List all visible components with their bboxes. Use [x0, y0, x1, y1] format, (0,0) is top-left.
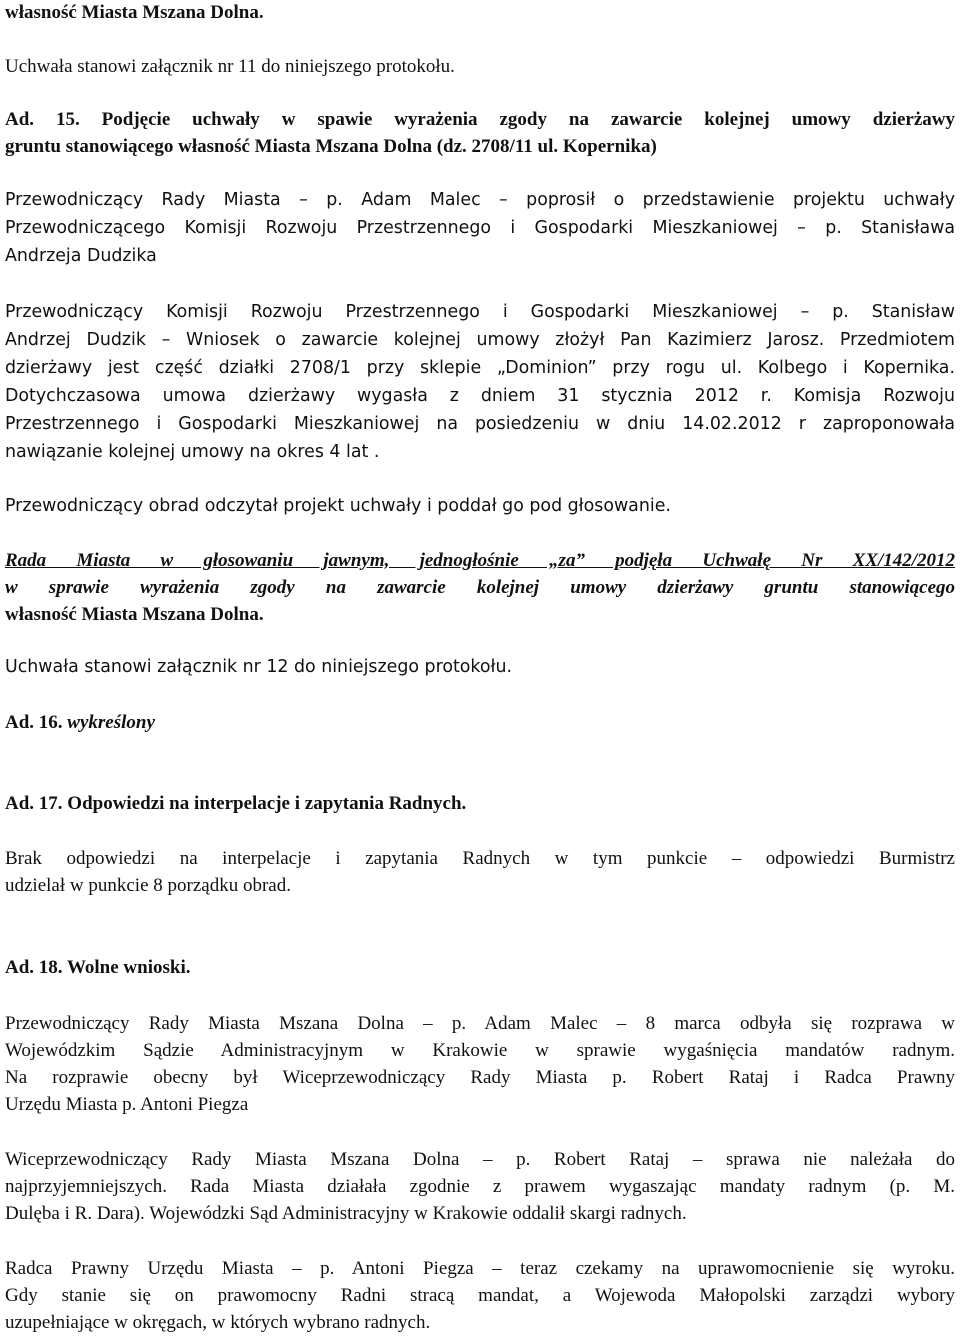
agenda-item-16-heading	[5, 713, 955, 732]
paragraph-line: Andrzeja Dudzika	[5, 246, 157, 266]
paragraph-line: Przewodniczący Rady Miasta Mszana Dolna – p. Adam Malec – 8 marca odbyła się rozprawa w	[5, 1013, 955, 1034]
paragraph-line: Na rozprawie obecny był Wiceprzewodniczący Rady Miasta p. Robert Rataj i Radca Prawny	[5, 1067, 955, 1088]
attachment-note-11: Uchwała stanowi załącznik nr 11 do niniejszego protokołu.	[5, 56, 455, 77]
agenda-item-15-heading-cont: gruntu stanowiącego własność Miasta Mszana Dolna (dz. 2708/11 ul. Kopernika)	[5, 136, 657, 157]
paragraph-line: udzielał w punkcie 8 porządku obrad.	[5, 875, 291, 896]
paragraph-line: Wiceprzewodniczący Rady Miasta Mszana Dolna – p. Robert Rataj – sprawa nie należała do	[5, 1149, 955, 1170]
agenda-item-16-label: Ad. 16.	[5, 712, 63, 733]
agenda-item-18-heading: Ad. 18. Wolne wnioski.	[5, 957, 191, 978]
paragraph-line: Przewodniczącego Komisji Rozwoju Przestrzennego i Gospodarki Mieszkaniowej – p. Stanisława	[5, 218, 955, 238]
paragraph-line: Gdy stanie się on prawomocny Radni stracą mandat, a Wojewoda Małopolski zarządzi wybory	[5, 1285, 955, 1306]
resolution-statement-cont: w sprawie wyrażenia zgody na zawarcie kolejnej umowy dzierżawy gruntu stanowiącego	[5, 577, 955, 598]
paragraph-line: Przewodniczący Rady Miasta – p. Adam Malec – poprosił o przedstawienie projektu uchwały	[5, 190, 955, 210]
paragraph-line: Przewodniczący obrad odczytał projekt uchwały i poddał go pod głosowanie.	[5, 496, 671, 516]
paragraph-line: Brak odpowiedzi na interpelacje i zapytania Radnych w tym punkcie – odpowiedzi Burmistrz	[5, 848, 955, 869]
paragraph-line: najprzyjemniejszych. Rada Miasta działała zgodnie z prawem wygaszając mandaty radnym (p. M.	[5, 1176, 955, 1197]
paragraph-line: Dotychczasowa umowa dzierżawy wygasła z dniem 31 stycznia 2012 r. Komisja Rozwoju	[5, 386, 955, 406]
agenda-item-16-status: wykreślony	[67, 712, 155, 733]
paragraph-line: Przestrzennego i Gospodarki Mieszkaniowej na posiedzeniu w dniu 14.02.2012 r zaproponowała	[5, 414, 955, 434]
resolution-statement: Rada Miasta w głosowaniu jawnym, jednogłośnie „za” podjęła Uchwałę Nr XX/142/2012	[5, 550, 955, 571]
paragraph-line: Wojewódzkim Sądzie Administracyjnym w Krakowie w sprawie wygaśnięcia mandatów radnym.	[5, 1040, 955, 1061]
agenda-item-15-heading: Ad. 15. Podjęcie uchwały w spawie wyrażenia zgody na zawarcie kolejnej umowy dzierżawy	[5, 109, 955, 130]
paragraph-line: uzupełniające w okręgach, w których wybrano radnych.	[5, 1312, 431, 1333]
paragraph-line: Urzędu Miasta p. Antoni Piegza	[5, 1094, 249, 1115]
paragraph-line: Przewodniczący Komisji Rozwoju Przestrzennego i Gospodarki Mieszkaniowej – p. Stanisław	[5, 302, 955, 322]
paragraph-line: Andrzej Dudzik – Wniosek o zawarcie kolejnej umowy złożył Pan Kazimierz Jarosz. Przedmiotem	[5, 330, 955, 350]
resolution-statement-cont: własność Miasta Mszana Dolna.	[5, 604, 264, 625]
previous-resolution-closing: własność Miasta Mszana Dolna.	[5, 2, 264, 23]
attachment-note-12: Uchwała stanowi załącznik nr 12 do niniejszego protokołu.	[5, 657, 513, 677]
agenda-item-17-heading: Ad. 17. Odpowiedzi na interpelacje i zapytania Radnych.	[5, 793, 467, 814]
paragraph-line: Radca Prawny Urzędu Miasta – p. Antoni Piegza – teraz czekamy na uprawomocnienie się wyroku.	[5, 1258, 955, 1279]
paragraph-line: Dulęba i R. Dara). Wojewódzki Sąd Administracyjny w Krakowie oddalił skargi radnych.	[5, 1203, 687, 1224]
paragraph-line: dzierżawy jest część działki 2708/1 przy sklepie „Dominion” przy rogu ul. Kolbego i Kopernika.	[5, 358, 955, 378]
paragraph-line: nawiązanie kolejnej umowy na okres 4 lat .	[5, 442, 380, 462]
